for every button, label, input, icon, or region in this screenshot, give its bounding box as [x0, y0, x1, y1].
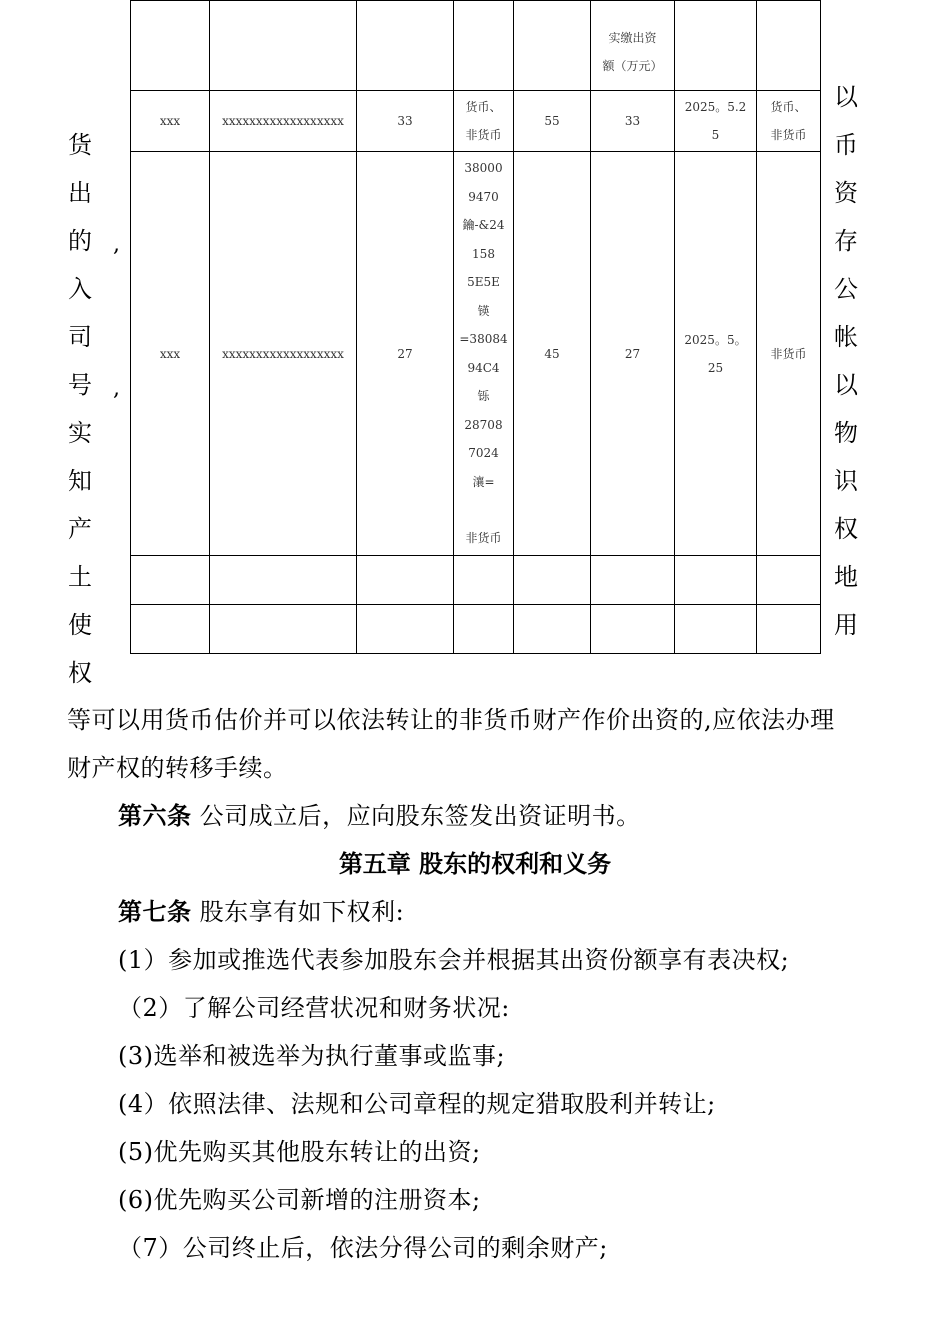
- id-number: xxxxxxxxxxxxxxxxxx: [210, 152, 357, 556]
- ratio-value: 55: [514, 91, 591, 152]
- method-line: =38084: [459, 332, 508, 347]
- article-6: [118, 792, 948, 840]
- right-char: 帐: [834, 323, 858, 351]
- table-row: [131, 556, 821, 605]
- left-char: 知: [68, 467, 92, 495]
- left-vertical-text: [66, 121, 94, 697]
- left-char: 的: [68, 227, 92, 255]
- method-line: 28708: [464, 417, 503, 432]
- paid-in-amount: 33: [591, 91, 675, 152]
- method-line: 158: [472, 246, 495, 261]
- method-line: 非货币: [770, 128, 807, 142]
- contribution-date: [675, 152, 757, 556]
- date-line: 25: [707, 360, 724, 375]
- subscribed-amount: 33: [357, 91, 454, 152]
- list-item: (4）依照法律、法规和公司章程的规定猎取股利并转让;: [118, 1090, 716, 1118]
- left-char: 土: [68, 563, 92, 591]
- right-char: 公: [834, 275, 858, 303]
- contribution-method: [454, 91, 514, 152]
- table-cell: [131, 556, 210, 605]
- table-cell: [210, 1, 357, 91]
- table-row: [131, 152, 821, 556]
- table-row: [131, 91, 821, 152]
- shareholder-name: xxx: [131, 152, 210, 556]
- comma: ,: [113, 376, 120, 401]
- method-line: 瀼=: [472, 474, 495, 489]
- method-line: 非货币: [465, 531, 502, 546]
- right-char: 识: [834, 467, 858, 495]
- table-cell: [131, 605, 210, 654]
- left-char: 权: [68, 659, 92, 687]
- table-cell: [454, 1, 514, 91]
- table-cell: [357, 605, 454, 654]
- header-line: 额（万元）: [602, 59, 663, 73]
- right-char: 以: [834, 371, 858, 399]
- table-cell: [675, 556, 757, 605]
- table-cell: [757, 1, 821, 91]
- list-item: （2）了解公司经营状况和财务状况:: [118, 994, 510, 1022]
- left-char: 产: [68, 515, 92, 543]
- shareholder-name: xxx: [131, 91, 210, 152]
- table-cell: [514, 1, 591, 91]
- comma: ,: [113, 232, 120, 257]
- table-cell: [357, 556, 454, 605]
- left-char: 入: [68, 275, 92, 303]
- list-item: (3)选举和被选举为执行董事或监事;: [118, 1042, 506, 1070]
- list-item: （7）公司终止后，依法分得公司的剩余财产;: [118, 1234, 608, 1262]
- contribution-method: [454, 152, 514, 556]
- date-line: 5: [711, 128, 720, 142]
- table-cell: [514, 605, 591, 654]
- table-cell: [591, 605, 675, 654]
- right-char: 币: [834, 131, 858, 159]
- table-cell: [757, 605, 821, 654]
- method-line: 非货币: [465, 128, 502, 142]
- right-char: 以: [834, 83, 858, 111]
- paid-in-amount: 27: [591, 152, 675, 556]
- table-cell: [131, 1, 210, 91]
- list-item: (5)优先购买其他股东转让的出资;: [118, 1138, 481, 1166]
- method-line: 5E5E: [467, 275, 500, 290]
- method-line: 货币、: [465, 100, 502, 114]
- right-char: 用: [834, 611, 858, 639]
- paragraph-line: 财产权的转移手续。: [67, 754, 288, 782]
- date-line: 2025。5。: [684, 332, 747, 347]
- table-cell: [514, 556, 591, 605]
- method-line: 9470: [468, 189, 499, 204]
- right-char: 物: [834, 419, 858, 447]
- paid-method: 非货币: [757, 152, 821, 556]
- date-line: 2025。5.2: [684, 100, 747, 114]
- left-char: 司: [68, 323, 92, 351]
- table-cell: [210, 556, 357, 605]
- left-char: 实: [68, 419, 92, 447]
- article-7: [118, 888, 948, 936]
- right-char: 资: [834, 179, 858, 207]
- table-cell: [757, 556, 821, 605]
- method-line: 38000: [464, 161, 503, 176]
- left-char: 货: [68, 131, 92, 159]
- right-char: 权: [834, 515, 858, 543]
- table-cell: [675, 1, 757, 91]
- list-item: (6)优先购买公司新增的注册资本;: [118, 1186, 481, 1214]
- article-label: 第六条: [118, 802, 192, 830]
- table-cell: [210, 605, 357, 654]
- subscribed-amount: 27: [357, 152, 454, 556]
- left-char: 使: [68, 611, 92, 639]
- table-cell: [591, 556, 675, 605]
- article-label: 第七条: [118, 898, 192, 926]
- table-header-paid-in: [591, 1, 675, 91]
- left-char: 号: [68, 371, 92, 399]
- table-row: [131, 1, 821, 91]
- method-line: 7024: [468, 446, 499, 461]
- table-cell: [454, 605, 514, 654]
- table-cell: [675, 605, 757, 654]
- ratio-value: 45: [514, 152, 591, 556]
- right-char: 存: [834, 227, 858, 255]
- table-cell: [454, 556, 514, 605]
- article-text: 公司成立后，应向股东签发出资证明书。: [191, 802, 641, 830]
- method-line: 铄: [477, 389, 490, 404]
- method-line: 货币、: [770, 100, 807, 114]
- chapter-heading: 第五章 股东的权利和义务: [338, 850, 612, 878]
- contribution-table: [130, 0, 821, 654]
- method-line: 94C4: [467, 360, 500, 375]
- method-line: 鑰-&24: [462, 218, 505, 233]
- table-row: [131, 605, 821, 654]
- right-vertical-text: [832, 73, 860, 649]
- contribution-date: [675, 91, 757, 152]
- left-char: 出: [68, 179, 92, 207]
- method-line: 锳: [477, 303, 490, 318]
- right-char: 地: [834, 563, 858, 591]
- table-cell: [357, 1, 454, 91]
- id-number: xxxxxxxxxxxxxxxxxx: [210, 91, 357, 152]
- paragraph-line: 等可以用货币估价并可以依法转让的非货币财产作价出资的,应依法办理: [67, 706, 835, 734]
- header-line: 实缴出资: [608, 31, 657, 45]
- paid-method: [757, 91, 821, 152]
- article-text: 股东享有如下权利:: [191, 898, 405, 926]
- list-item: (1）参加或推选代表参加股东会并根据其出资份额享有表决权;: [118, 946, 790, 974]
